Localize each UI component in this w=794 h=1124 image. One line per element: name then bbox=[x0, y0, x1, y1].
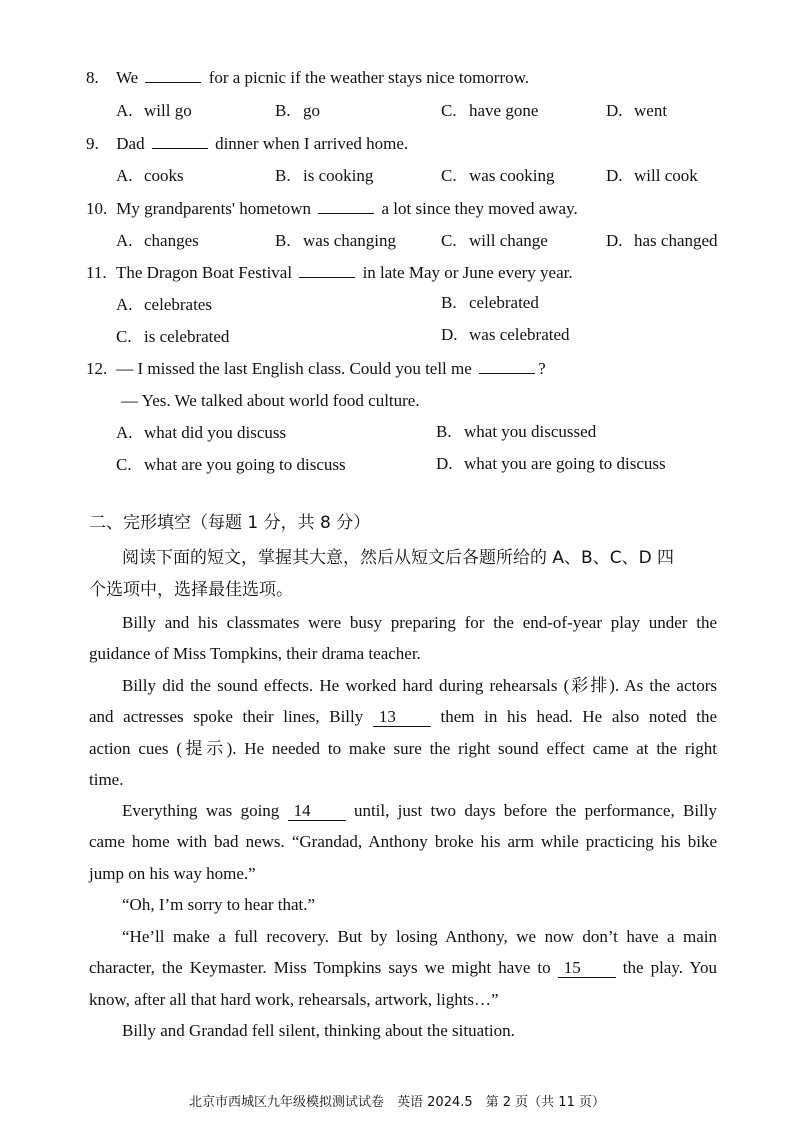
passage-paragraph-6: Billy and Grandad fell silent, thinking about the situation. bbox=[122, 1021, 515, 1040]
passage-paragraph-1: Billy and his classmates were busy preparing for the end-of-year play under the guidance of Miss Tompkins, their drama teacher. bbox=[89, 613, 717, 664]
section-title: 二、完形填空（每题 1 分，共 8 分） bbox=[89, 513, 371, 533]
option-c: C. what are you going to discuss bbox=[116, 455, 346, 474]
option-b: B. go bbox=[275, 101, 320, 120]
option-a: A. changes bbox=[116, 231, 199, 250]
cloze-blank-13: 13 bbox=[373, 708, 431, 727]
answer-blank bbox=[145, 68, 201, 83]
question-10 bbox=[86, 198, 578, 220]
cloze-blank-14: 14 bbox=[288, 802, 346, 821]
question-stem-end: ? bbox=[538, 359, 546, 378]
passage-paragraph-2: Billy did the sound effects. He worked hard during rehearsals (彩排). As the actors and actresses spoke their lines, Billy 13 them in his head. He also noted the action cues (提示). He needed to make sure the right sound effect came at the right time. bbox=[89, 676, 718, 789]
question-number: 10. bbox=[86, 199, 108, 218]
answer-blank bbox=[299, 263, 355, 278]
option-b: B. what you discussed bbox=[436, 422, 597, 441]
option-d: D. went bbox=[606, 101, 668, 120]
option-a: A. will go bbox=[116, 101, 192, 120]
question-9 bbox=[86, 133, 408, 155]
question-12 bbox=[86, 358, 546, 380]
question-8 bbox=[86, 67, 529, 89]
option-c: C. is celebrated bbox=[116, 327, 230, 346]
cloze-blank-15: 15 bbox=[558, 959, 616, 978]
answer-blank bbox=[152, 134, 208, 149]
question-stem-end: dinner when I arrived home. bbox=[215, 134, 409, 153]
option-c: C. was cooking bbox=[441, 166, 555, 185]
question-number: 12. bbox=[86, 359, 108, 378]
page-footer: 北京市西城区九年级模拟测试试卷 英语 2024.5 第 2 页（共 11 页） bbox=[189, 1095, 605, 1110]
question-number: 8. bbox=[86, 68, 99, 87]
question-stem-start: — I missed the last English class. Could you tell me bbox=[116, 359, 472, 378]
option-b: B. is cooking bbox=[275, 166, 374, 185]
option-d: D. will cook bbox=[606, 166, 698, 185]
option-d: D. what you are going to discuss bbox=[436, 454, 666, 473]
option-d: D. was celebrated bbox=[441, 325, 570, 344]
question-stem-start: My grandparents' hometown bbox=[116, 199, 311, 218]
option-d: D. has changed bbox=[606, 231, 718, 250]
dialogue-reply: — Yes. We talked about world food culture. bbox=[121, 391, 420, 410]
question-stem-end: for a picnic if the weather stays nice tomorrow. bbox=[208, 68, 530, 87]
question-stem-end: in late May or June every year. bbox=[362, 263, 573, 282]
option-a: A. celebrates bbox=[116, 295, 212, 314]
passage-paragraph-4: “Oh, I’m sorry to hear that.” bbox=[122, 895, 316, 914]
question-stem-start: Dad bbox=[116, 134, 145, 153]
option-b: B. celebrated bbox=[441, 293, 539, 312]
answer-blank bbox=[479, 359, 535, 374]
option-b: B. was changing bbox=[275, 231, 397, 250]
passage-paragraph-3: Everything was going 14 until, just two days before the performance, Billy came home with bad news. “Grandad, Anthony broke his arm while practicing his bike jump on his way home.” bbox=[89, 801, 718, 883]
question-stem-start: The Dragon Boat Festival bbox=[115, 263, 293, 282]
question-number: 9. bbox=[86, 134, 99, 153]
option-c: C. have gone bbox=[441, 101, 539, 120]
option-a: A. cooks bbox=[116, 166, 184, 185]
answer-blank bbox=[318, 199, 374, 214]
section-instructions: 阅读下面的短文，掌握其大意，然后从短文后各题所给的 A、B、C、D 四 个选项中，选择最佳选项。 bbox=[89, 548, 675, 600]
option-a: A. what did you discuss bbox=[116, 423, 287, 442]
passage-paragraph-5: “He’ll make a full recovery. But by losing Anthony, we now don’t have a main character, the Keymaster. Miss Tompkins says we might have to 15 the play. You know, after all that hard work, rehearsals, artwork, lights…” bbox=[89, 927, 717, 1009]
question-stem-start: We bbox=[115, 68, 139, 87]
option-c: C. will change bbox=[441, 231, 548, 250]
question-number: 11. bbox=[86, 263, 107, 282]
question-11 bbox=[86, 262, 573, 284]
question-stem-end: a lot since they moved away. bbox=[381, 199, 578, 218]
